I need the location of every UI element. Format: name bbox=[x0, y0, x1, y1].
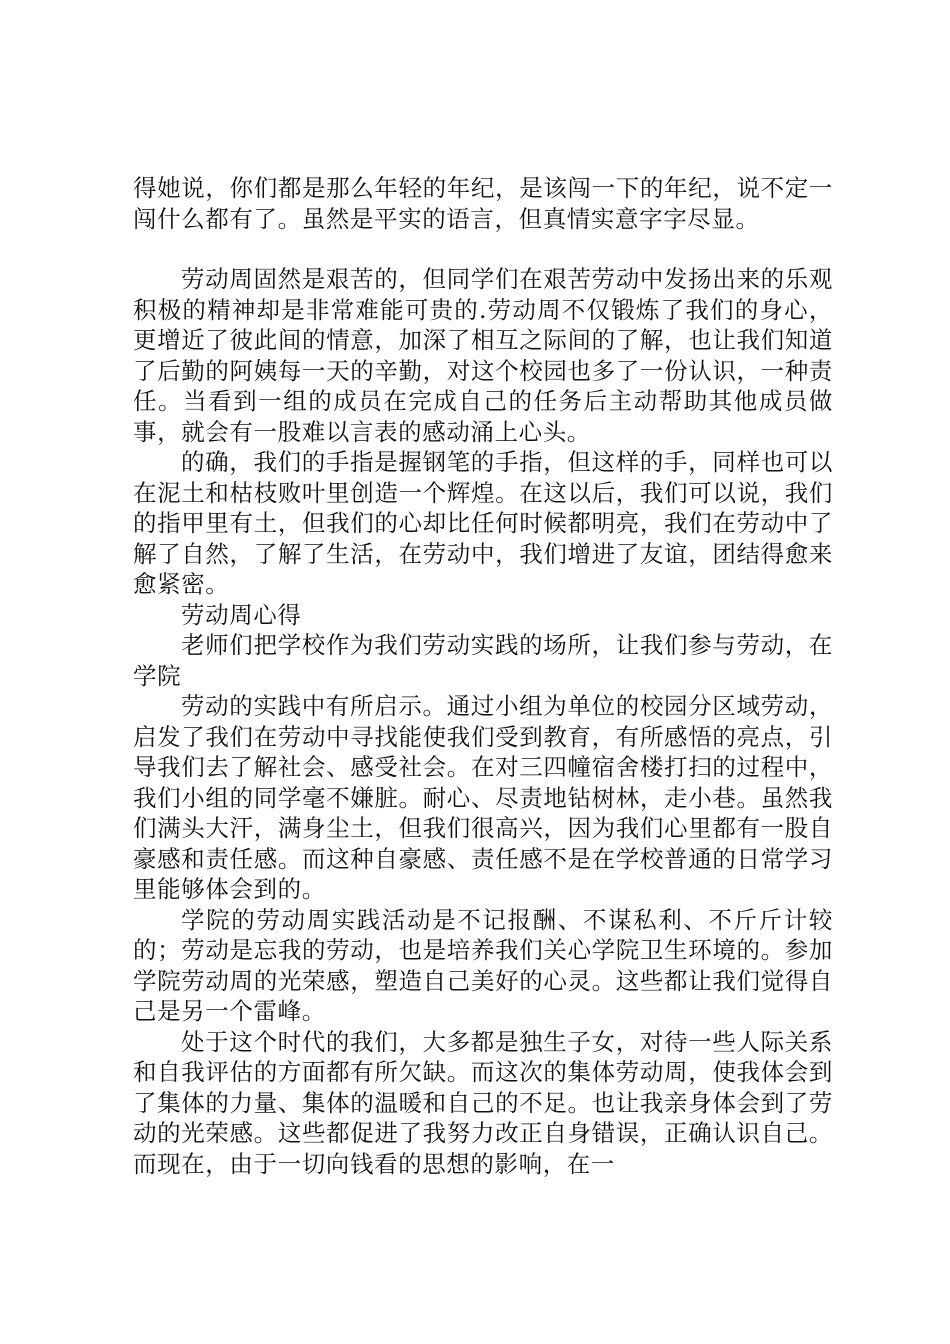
paragraph: 劳动周固然是艰苦的，但同学们在艰苦劳动中发扬出来的乐观积极的精神却是非常难能可贵的.劳动周不仅锻炼了我们的身心，更增近了彼此间的情意，加深了相互之际间的了解，也让我们知道了后勤的阿姨每一天的辛勤，对这个校园也多了一份认识，一种责任。当看到一组的成员在完成自己的任务后主动帮助其他成员做事，就会有一股难以言表的感动涌上心头。 bbox=[133, 265, 833, 446]
document-body bbox=[133, 173, 833, 1179]
section-heading: 劳动周心得 bbox=[181, 600, 302, 629]
paragraph: 劳动的实践中有所启示。通过小组为单位的校园分区域劳动，启发了我们在劳动中寻找能使我们受到教育，有所感悟的亮点，引导我们去了解社会、感受社会。在对三四幢宿舍楼打扫的过程中，我们小组的同学毫不嫌脏。耐心、尽责地钻树林，走小巷。虽然我们满头大汗，满身尘土，但我们很高兴，因为我们心里都有一股自豪感和责任感。而这种自豪感、责任感不是在学校普通的日常学习里能够体会到的。 bbox=[133, 692, 833, 903]
paragraph: 学院的劳动周实践活动是不记报酬、不谋私利、不斤斤计较的；劳动是忘我的劳动，也是培养我们关心学院卫生环境的。参加学院劳动周的光荣感，塑造自己美好的心灵。这些都让我们觉得自己是另一个雷峰。 bbox=[133, 905, 833, 1025]
paragraph: 处于这个时代的我们，大多都是独生子女，对待一些人际关系和自我评估的方面都有所欠缺。而这次的集体劳动周，使我体会到了集体的力量、集体的温暖和自己的不足。也让我亲身体会到了劳动的光荣感。这些都促进了我努力改正自身错误，正确认识自己。而现在，由于一切向钱看的思想的影响，在一 bbox=[133, 1027, 833, 1178]
paragraph: 老师们把学校作为我们劳动实践的场所，让我们参与劳动，在学院 bbox=[133, 631, 833, 690]
paragraph-continuation: 得她说，你们都是那么年轻的年纪，是该闯一下的年纪，说不定一闯什么都有了。虽然是平实的语言，但真情实意字字尽显。 bbox=[133, 174, 833, 233]
paragraph: 的确，我们的手指是握钢笔的手指，但这样的手，同样也可以在泥土和枯枝败叶里创造一个辉煌。在这以后，我们可以说，我们的指甲里有土，但我们的心却比任何时候都明亮，我们在劳动中了解了自然，了解了生活，在劳动中，我们增进了友谊，团结得愈来愈紧密。 bbox=[133, 448, 833, 598]
